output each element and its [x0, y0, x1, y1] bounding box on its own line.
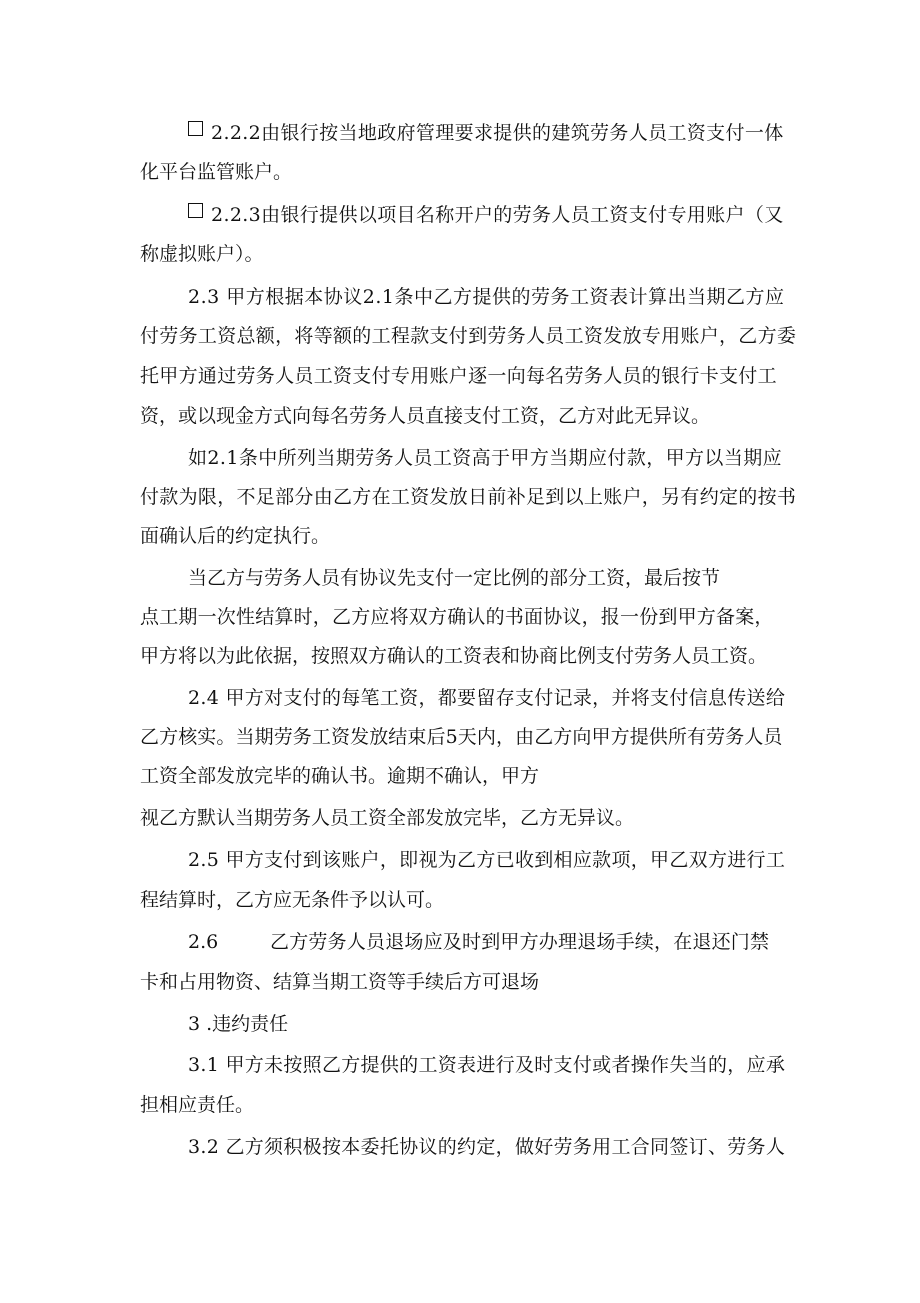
paragraph-2-5-line-2: 程结算时，乙方应无条件予以认可。 [140, 889, 445, 911]
checkbox-2-2-3[interactable] [188, 203, 203, 218]
paragraph-2-4-line-2: 乙方核实。当期劳务工资发放结束后5天内，由乙方向甲方提供所有劳务人员 [140, 726, 783, 748]
paragraph-partial-line-3: 甲方将以为此依据，按照双方确认的工资表和协商比例支付劳务人员工资。 [140, 645, 768, 667]
paragraph-2-6-line-1: 乙方劳务人员退场应及时到甲方办理退场手续，在退还门禁 [270, 931, 770, 953]
paragraph-2-4-line-4: 视乙方默认当期劳务人员工资全部发放完毕，乙方无异议。 [140, 807, 635, 829]
paragraph-2-5-line-1: 2.5 甲方支付到该账户，即视为乙方已收到相应款项，甲乙双方进行工 [188, 849, 786, 871]
paragraph-2-2-3-line-1 [188, 203, 784, 227]
section-3-heading: 3 .违约责任 [188, 1013, 289, 1035]
paragraph-partial-line-2: 点工期一次性结算时，乙方应将双方确认的书面协议，报一份到甲方备案， [140, 606, 774, 628]
paragraph-2-2-3-line-2: 称虚拟账户）。 [140, 243, 264, 265]
paragraph-partial-line-1: 当乙方与劳务人员有协议先支付一定比例的部分工资，最后按节 [188, 567, 721, 589]
checkbox-2-2-2[interactable] [188, 121, 203, 136]
paragraph-2-3-line-3: 托甲方通过劳务人员工资支付专用账户逐一向每名劳务人员的银行卡支付工 [140, 365, 777, 387]
paragraph-2-6-number: 2.6 [188, 931, 219, 953]
paragraph-2-3-line-4: 资，或以现金方式向每名劳务人员直接支付工资，乙方对此无异议。 [140, 405, 711, 427]
paragraph-2-6-line-2: 卡和占用物资、结算当期工资等手续后方可退场 [140, 971, 540, 993]
paragraph-2-3-line-1: 2.3 甲方根据本协议2.1条中乙方提供的劳务工资表计算出当期乙方应 [188, 286, 785, 308]
paragraph-3-2-line-1: 3.2 乙方须积极按本委托协议的约定，做好劳务用工合同签订、劳务人 [188, 1136, 786, 1158]
paragraph-2-3-line-2: 付劳务工资总额，将等额的工程款支付到劳务人员工资发放专用账户，乙方委 [140, 325, 797, 347]
line-text: 2.2.2由银行按当地政府管理要求提供的建筑劳务人员工资支付一体 [211, 122, 784, 144]
paragraph-overpay-line-1: 如2.1条中所列当期劳务人员工资高于甲方当期应付款，甲方以当期应 [188, 447, 783, 469]
paragraph-overpay-line-3: 面确认后的约定执行。 [140, 525, 331, 547]
paragraph-overpay-line-2: 付款为限，不足部分由乙方在工资发放日前补足到以上账户，另有约定的按书 [140, 486, 797, 508]
paragraph-3-1-line-1: 3.1 甲方未按照乙方提供的工资表进行及时支付或者操作失当的，应承 [188, 1054, 786, 1076]
paragraph-2-4-line-3: 工资全部发放完毕的确认书。逾期不确认，甲方 [140, 765, 540, 787]
paragraph-2-2-2-line-1 [188, 121, 784, 145]
paragraph-2-2-2-line-2: 化平台监管账户。 [140, 161, 293, 183]
line-text: 2.2.3由银行提供以项目名称开户的劳务人员工资支付专用账户（又 [211, 204, 784, 226]
paragraph-2-4-line-1: 2.4 甲方对支付的每笔工资，都要留存支付记录，并将支付信息传送给 [188, 687, 786, 709]
paragraph-3-1-line-2: 担相应责任。 [140, 1094, 255, 1116]
